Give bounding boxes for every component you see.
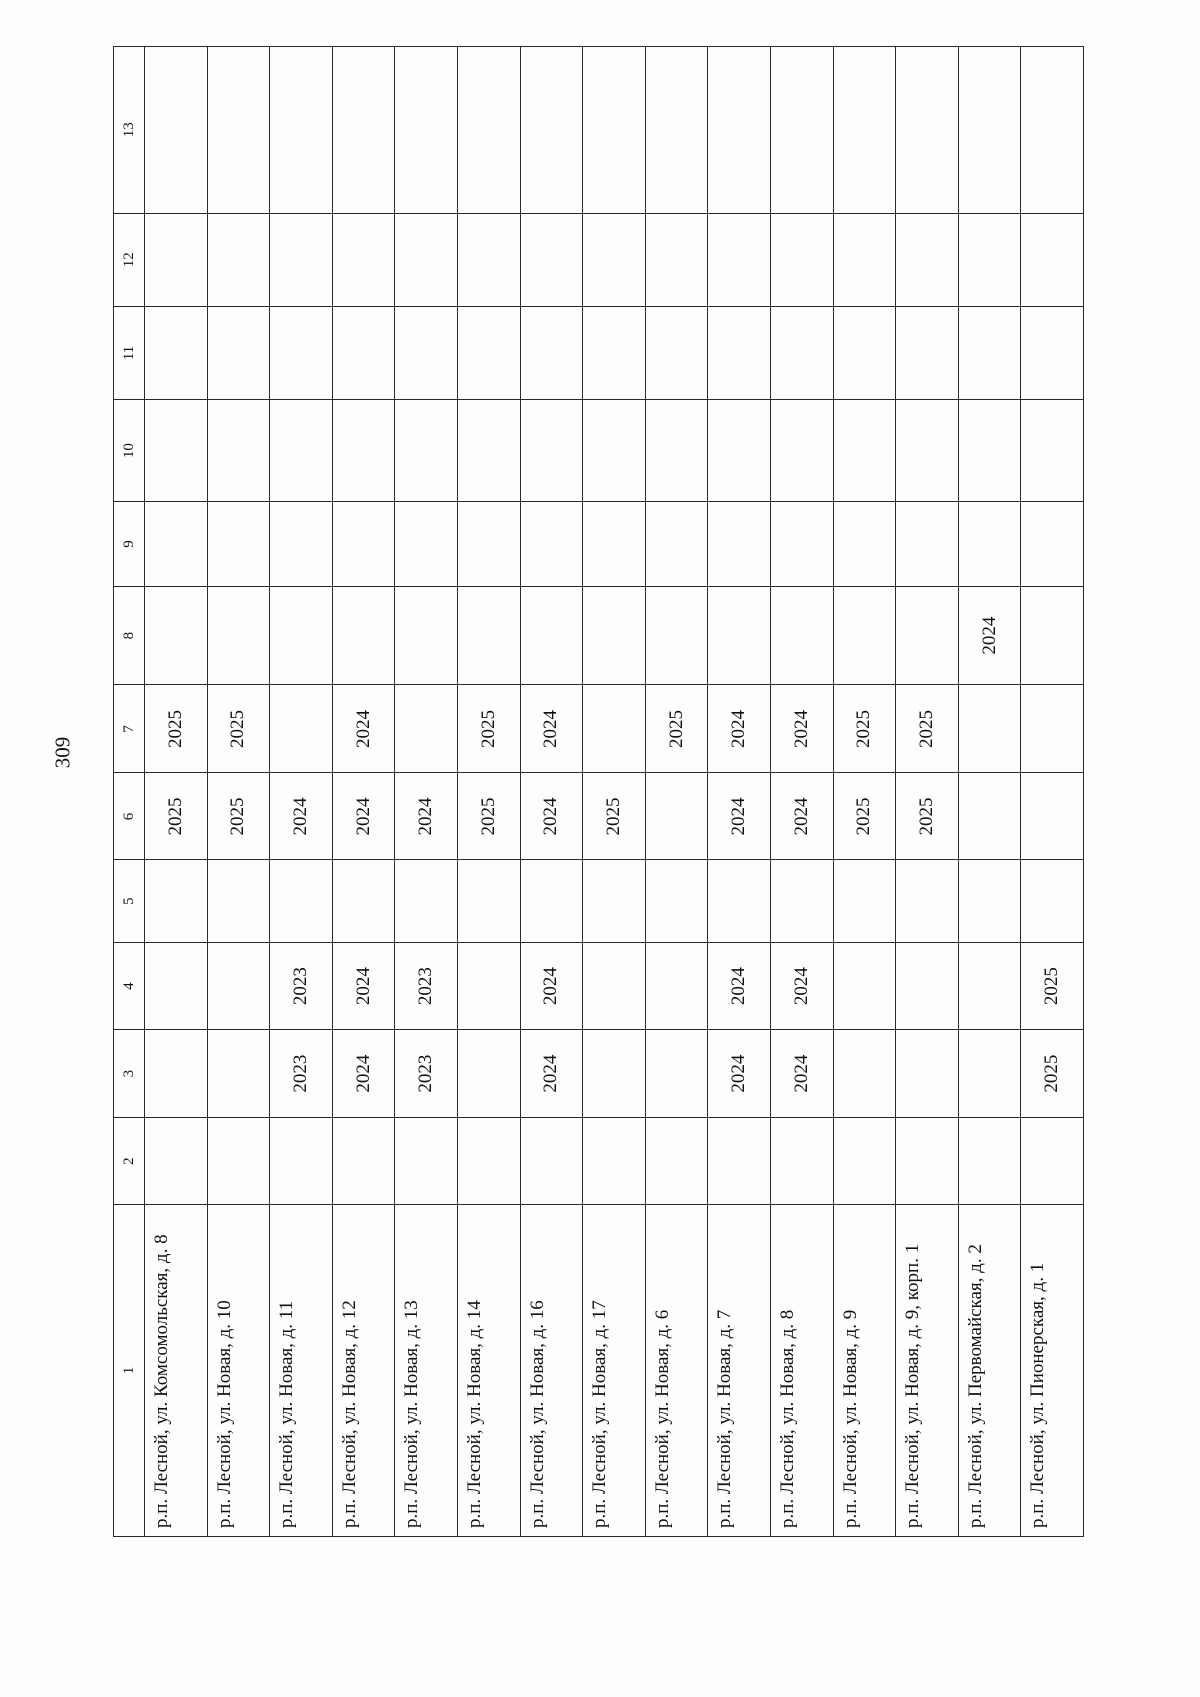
address-cell: р.п. Лесной, ул. Новая, д. 16 — [520, 1205, 583, 1537]
year-cell — [520, 213, 583, 306]
year-cell — [645, 400, 708, 502]
address-cell: р.п. Лесной, ул. Новая, д. 9 — [833, 1205, 896, 1537]
year-cell — [958, 1030, 1021, 1118]
year-cell — [583, 306, 646, 399]
table-row — [1021, 47, 1084, 1537]
year-cell — [770, 1118, 833, 1205]
year-cell — [896, 306, 959, 399]
year-cell: 2024 — [520, 943, 583, 1030]
year-cell — [708, 400, 771, 502]
year-cell — [708, 1118, 771, 1205]
column-header-11: 11 — [114, 306, 145, 399]
year-cell — [207, 943, 270, 1030]
year-cell: 2025 — [1021, 1030, 1084, 1118]
year-cell — [395, 306, 458, 399]
year-cell — [833, 213, 896, 306]
address-cell: р.п. Лесной, ул. Новая, д. 17 — [583, 1205, 646, 1537]
year-cell — [645, 943, 708, 1030]
rotated-table-container — [113, 46, 1084, 1537]
year-cell — [395, 47, 458, 214]
year-cell — [645, 306, 708, 399]
year-cell — [457, 586, 520, 685]
year-cell — [270, 400, 333, 502]
column-header-3: 3 — [114, 1030, 145, 1118]
year-cell — [958, 213, 1021, 306]
year-cell — [332, 213, 395, 306]
year-cell — [1021, 773, 1084, 860]
year-cell: 2024 — [270, 773, 333, 860]
year-cell: 2023 — [270, 1030, 333, 1118]
year-cell — [332, 47, 395, 214]
year-cell — [1021, 502, 1084, 587]
year-cell: 2025 — [207, 773, 270, 860]
year-cell — [583, 685, 646, 773]
year-cell — [645, 502, 708, 587]
year-cell: 2024 — [708, 773, 771, 860]
year-cell: 2024 — [520, 685, 583, 773]
column-header-5: 5 — [114, 860, 145, 943]
year-cell — [896, 400, 959, 502]
year-cell — [833, 586, 896, 685]
year-cell: 2024 — [770, 685, 833, 773]
year-cell — [145, 1118, 208, 1205]
year-cell — [457, 860, 520, 943]
address-cell: р.п. Лесной, ул. Новая, д. 6 — [645, 1205, 708, 1537]
year-cell — [708, 213, 771, 306]
table-row — [833, 47, 896, 1537]
year-cell: 2024 — [958, 586, 1021, 685]
year-cell — [270, 213, 333, 306]
year-cell: 2023 — [395, 943, 458, 1030]
year-cell — [395, 586, 458, 685]
year-cell: 2024 — [332, 1030, 395, 1118]
year-cell — [896, 586, 959, 685]
year-cell — [770, 47, 833, 214]
year-cell — [958, 400, 1021, 502]
year-cell — [833, 400, 896, 502]
year-cell — [145, 943, 208, 1030]
year-cell — [395, 213, 458, 306]
year-cell — [457, 47, 520, 214]
year-cell — [645, 860, 708, 943]
year-cell: 2024 — [708, 685, 771, 773]
year-cell — [395, 685, 458, 773]
year-cell — [1021, 1118, 1084, 1205]
year-cell — [457, 306, 520, 399]
year-cell: 2024 — [770, 773, 833, 860]
year-cell — [457, 213, 520, 306]
year-cell — [833, 943, 896, 1030]
address-cell: р.п. Лесной, ул. Новая, д. 8 — [770, 1205, 833, 1537]
year-cell — [833, 1030, 896, 1118]
year-cell — [457, 1030, 520, 1118]
address-cell: р.п. Лесной, ул. Новая, д. 10 — [207, 1205, 270, 1537]
year-cell — [457, 943, 520, 1030]
column-header-4: 4 — [114, 943, 145, 1030]
year-cell: 2024 — [332, 773, 395, 860]
year-cell — [833, 502, 896, 587]
year-cell — [1021, 400, 1084, 502]
year-cell: 2024 — [332, 943, 395, 1030]
year-cell — [833, 47, 896, 214]
table-row — [395, 47, 458, 1537]
column-header-2: 2 — [114, 1118, 145, 1205]
year-cell — [958, 860, 1021, 943]
table-row — [770, 47, 833, 1537]
year-cell — [207, 860, 270, 943]
year-cell — [958, 47, 1021, 214]
address-cell: р.п. Лесной, ул. Первомайская, д. 2 — [958, 1205, 1021, 1537]
year-cell — [645, 586, 708, 685]
column-header-1: 1 — [114, 1205, 145, 1537]
year-cell: 2024 — [332, 685, 395, 773]
year-cell — [145, 502, 208, 587]
year-cell — [207, 502, 270, 587]
year-cell — [520, 47, 583, 214]
year-cell — [145, 400, 208, 502]
year-cell — [896, 860, 959, 943]
year-cell — [520, 400, 583, 502]
year-cell — [583, 586, 646, 685]
year-cell — [520, 306, 583, 399]
year-cell — [270, 306, 333, 399]
year-cell — [958, 306, 1021, 399]
year-cell — [207, 586, 270, 685]
year-cell — [896, 943, 959, 1030]
year-cell — [270, 685, 333, 773]
column-header-9: 9 — [114, 502, 145, 587]
year-cell — [583, 860, 646, 943]
year-cell: 2024 — [708, 943, 771, 1030]
year-cell — [395, 400, 458, 502]
year-cell — [395, 860, 458, 943]
year-cell — [896, 47, 959, 214]
year-cell — [332, 586, 395, 685]
year-cell: 2025 — [207, 685, 270, 773]
year-cell — [520, 502, 583, 587]
year-cell — [207, 1118, 270, 1205]
year-cell: 2025 — [1021, 943, 1084, 1030]
year-cell — [896, 1030, 959, 1118]
year-cell — [770, 586, 833, 685]
year-cell — [520, 586, 583, 685]
column-header-13: 13 — [114, 47, 145, 214]
year-cell: 2025 — [583, 773, 646, 860]
year-cell — [207, 306, 270, 399]
table-row — [958, 47, 1021, 1537]
year-cell — [1021, 47, 1084, 214]
year-cell: 2025 — [833, 773, 896, 860]
year-cell: 2024 — [520, 1030, 583, 1118]
year-cell: 2025 — [145, 685, 208, 773]
table-row — [583, 47, 646, 1537]
year-cell — [395, 1118, 458, 1205]
table-row — [270, 47, 333, 1537]
column-header-7: 7 — [114, 685, 145, 773]
year-cell — [207, 213, 270, 306]
year-cell: 2025 — [833, 685, 896, 773]
year-cell — [332, 860, 395, 943]
year-cell — [645, 1030, 708, 1118]
year-cell — [207, 47, 270, 214]
year-cell — [332, 306, 395, 399]
year-cell — [833, 860, 896, 943]
year-cell — [583, 502, 646, 587]
year-cell — [708, 306, 771, 399]
year-cell — [770, 400, 833, 502]
year-cell — [145, 213, 208, 306]
year-cell — [207, 400, 270, 502]
year-cell — [833, 1118, 896, 1205]
year-cell — [145, 1030, 208, 1118]
year-cell — [708, 860, 771, 943]
year-cell — [583, 1118, 646, 1205]
year-cell: 2024 — [770, 1030, 833, 1118]
table-body — [145, 47, 1084, 1537]
year-cell — [395, 502, 458, 587]
year-cell — [770, 860, 833, 943]
year-cell — [958, 685, 1021, 773]
year-cell — [332, 502, 395, 587]
year-cell — [708, 502, 771, 587]
year-cell — [583, 1030, 646, 1118]
year-cell — [145, 860, 208, 943]
year-cell — [770, 306, 833, 399]
column-header-12: 12 — [114, 213, 145, 306]
year-cell — [583, 213, 646, 306]
year-cell: 2025 — [145, 773, 208, 860]
year-cell — [1021, 586, 1084, 685]
table-row — [457, 47, 520, 1537]
year-cell — [833, 306, 896, 399]
address-cell: р.п. Лесной, ул. Новая, д. 12 — [332, 1205, 395, 1537]
year-cell — [958, 1118, 1021, 1205]
year-cell — [520, 860, 583, 943]
year-cell — [332, 1118, 395, 1205]
year-cell — [583, 47, 646, 214]
year-cell — [583, 400, 646, 502]
year-cell: 2025 — [896, 685, 959, 773]
year-cell: 2024 — [770, 943, 833, 1030]
year-cell — [1021, 213, 1084, 306]
year-cell — [770, 213, 833, 306]
year-cell — [520, 1118, 583, 1205]
year-cell — [145, 306, 208, 399]
year-cell — [896, 213, 959, 306]
year-cell — [958, 502, 1021, 587]
year-cell: 2023 — [395, 1030, 458, 1118]
year-cell — [645, 1118, 708, 1205]
address-cell: р.п. Лесной, ул. Комсомольская, д. 8 — [145, 1205, 208, 1537]
year-cell: 2025 — [457, 685, 520, 773]
year-cell: 2025 — [645, 685, 708, 773]
column-header-8: 8 — [114, 586, 145, 685]
schedule-table — [113, 46, 1084, 1537]
table-row — [520, 47, 583, 1537]
table-row — [207, 47, 270, 1537]
year-cell — [270, 586, 333, 685]
column-header-10: 10 — [114, 400, 145, 502]
year-cell — [583, 943, 646, 1030]
year-cell: 2025 — [457, 773, 520, 860]
table-row — [145, 47, 208, 1537]
address-cell: р.п. Лесной, ул. Новая, д. 9, корп. 1 — [896, 1205, 959, 1537]
table-row — [708, 47, 771, 1537]
year-cell: 2023 — [270, 943, 333, 1030]
header-row — [114, 47, 145, 1537]
address-cell: р.п. Лесной, ул. Новая, д. 13 — [395, 1205, 458, 1537]
year-cell — [896, 502, 959, 587]
address-cell: р.п. Лесной, ул. Пионерская, д. 1 — [1021, 1205, 1084, 1537]
year-cell: 2024 — [520, 773, 583, 860]
table-row — [645, 47, 708, 1537]
year-cell — [145, 47, 208, 214]
address-cell: р.п. Лесной, ул. Новая, д. 11 — [270, 1205, 333, 1537]
year-cell — [145, 586, 208, 685]
year-cell — [457, 400, 520, 502]
year-cell — [457, 1118, 520, 1205]
year-cell — [645, 47, 708, 214]
year-cell — [896, 1118, 959, 1205]
year-cell — [207, 1030, 270, 1118]
year-cell: 2024 — [708, 1030, 771, 1118]
year-cell — [1021, 306, 1084, 399]
year-cell — [332, 400, 395, 502]
year-cell — [708, 586, 771, 685]
year-cell — [645, 213, 708, 306]
year-cell: 2025 — [896, 773, 959, 860]
year-cell — [958, 943, 1021, 1030]
column-header-6: 6 — [114, 773, 145, 860]
year-cell — [270, 860, 333, 943]
year-cell — [1021, 685, 1084, 773]
year-cell — [708, 47, 771, 214]
year-cell — [958, 773, 1021, 860]
year-cell — [270, 502, 333, 587]
page-number: 309 — [50, 736, 75, 769]
year-cell — [270, 47, 333, 214]
table-row — [332, 47, 395, 1537]
year-cell — [645, 773, 708, 860]
year-cell — [770, 502, 833, 587]
address-cell: р.п. Лесной, ул. Новая, д. 7 — [708, 1205, 771, 1537]
year-cell — [270, 1118, 333, 1205]
year-cell — [457, 502, 520, 587]
year-cell: 2024 — [395, 773, 458, 860]
address-cell: р.п. Лесной, ул. Новая, д. 14 — [457, 1205, 520, 1537]
table-row — [896, 47, 959, 1537]
year-cell — [1021, 860, 1084, 943]
